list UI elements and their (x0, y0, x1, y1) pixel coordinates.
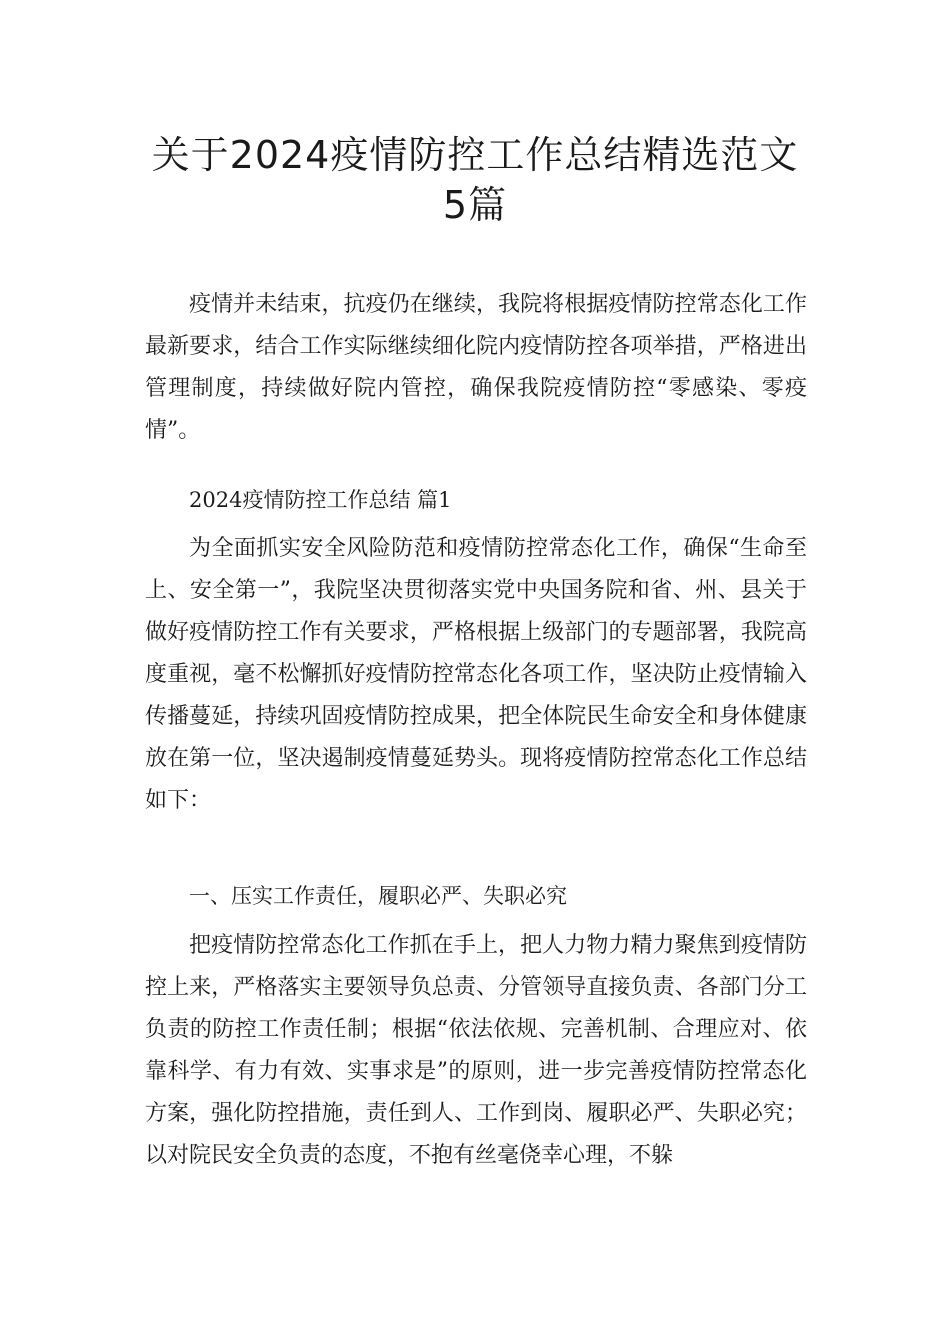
subheading: 一、压实工作责任，履职必严、失职必究 (189, 884, 567, 908)
document-title: 关于2024疫情防控工作总结精选范文5篇 (151, 133, 799, 227)
body-paragraph: 把疫情防控常态化工作抓在手上，把人力物力精力聚焦到疫情防控上来，严格落实主要领导负总责、分管领导直接负责、各部门分工负责的防控工作责任制；根据“依法依规、完善机制、合理应对、依靠科学、有力有效、实事求是”的原则，进一步完善疫情防控常态化方案，强化防控措施，责任到人、工作到岗、履职必严、失职必究；以对院民安全负责的态度，不抱有丝毫侥幸心理，不躲 (145, 933, 807, 1168)
body-paragraph: 为全面抓实安全风险防范和疫情防控常态化工作，确保“生命至上、安全第一”，我院坚决贯彻落实党中央国务院和省、州、县关于做好疫情防控工作有关要求，严格根据上级部门的专题部署，我院高度重视，毫不松懈抓好疫情防控常态化各项工作，坚决防止疫情输入传播蔓延，持续巩固疫情防控成果，把全体院民生命安全和身体健康放在第一位，坚决遏制疫情蔓延势头。现将疫情防控常态化工作总结如下： (145, 536, 807, 813)
intro-paragraph: 疫情并未结束，抗疫仍在继续，我院将根据疫情防控常态化工作最新要求，结合工作实际继续细化院内疫情防控各项举措，严格进出管理制度，持续做好院内管控，确保我院疫情防控“零感染、零疫情”。 (145, 292, 807, 443)
section-heading: 2024疫情防控工作总结 篇1 (189, 488, 452, 512)
